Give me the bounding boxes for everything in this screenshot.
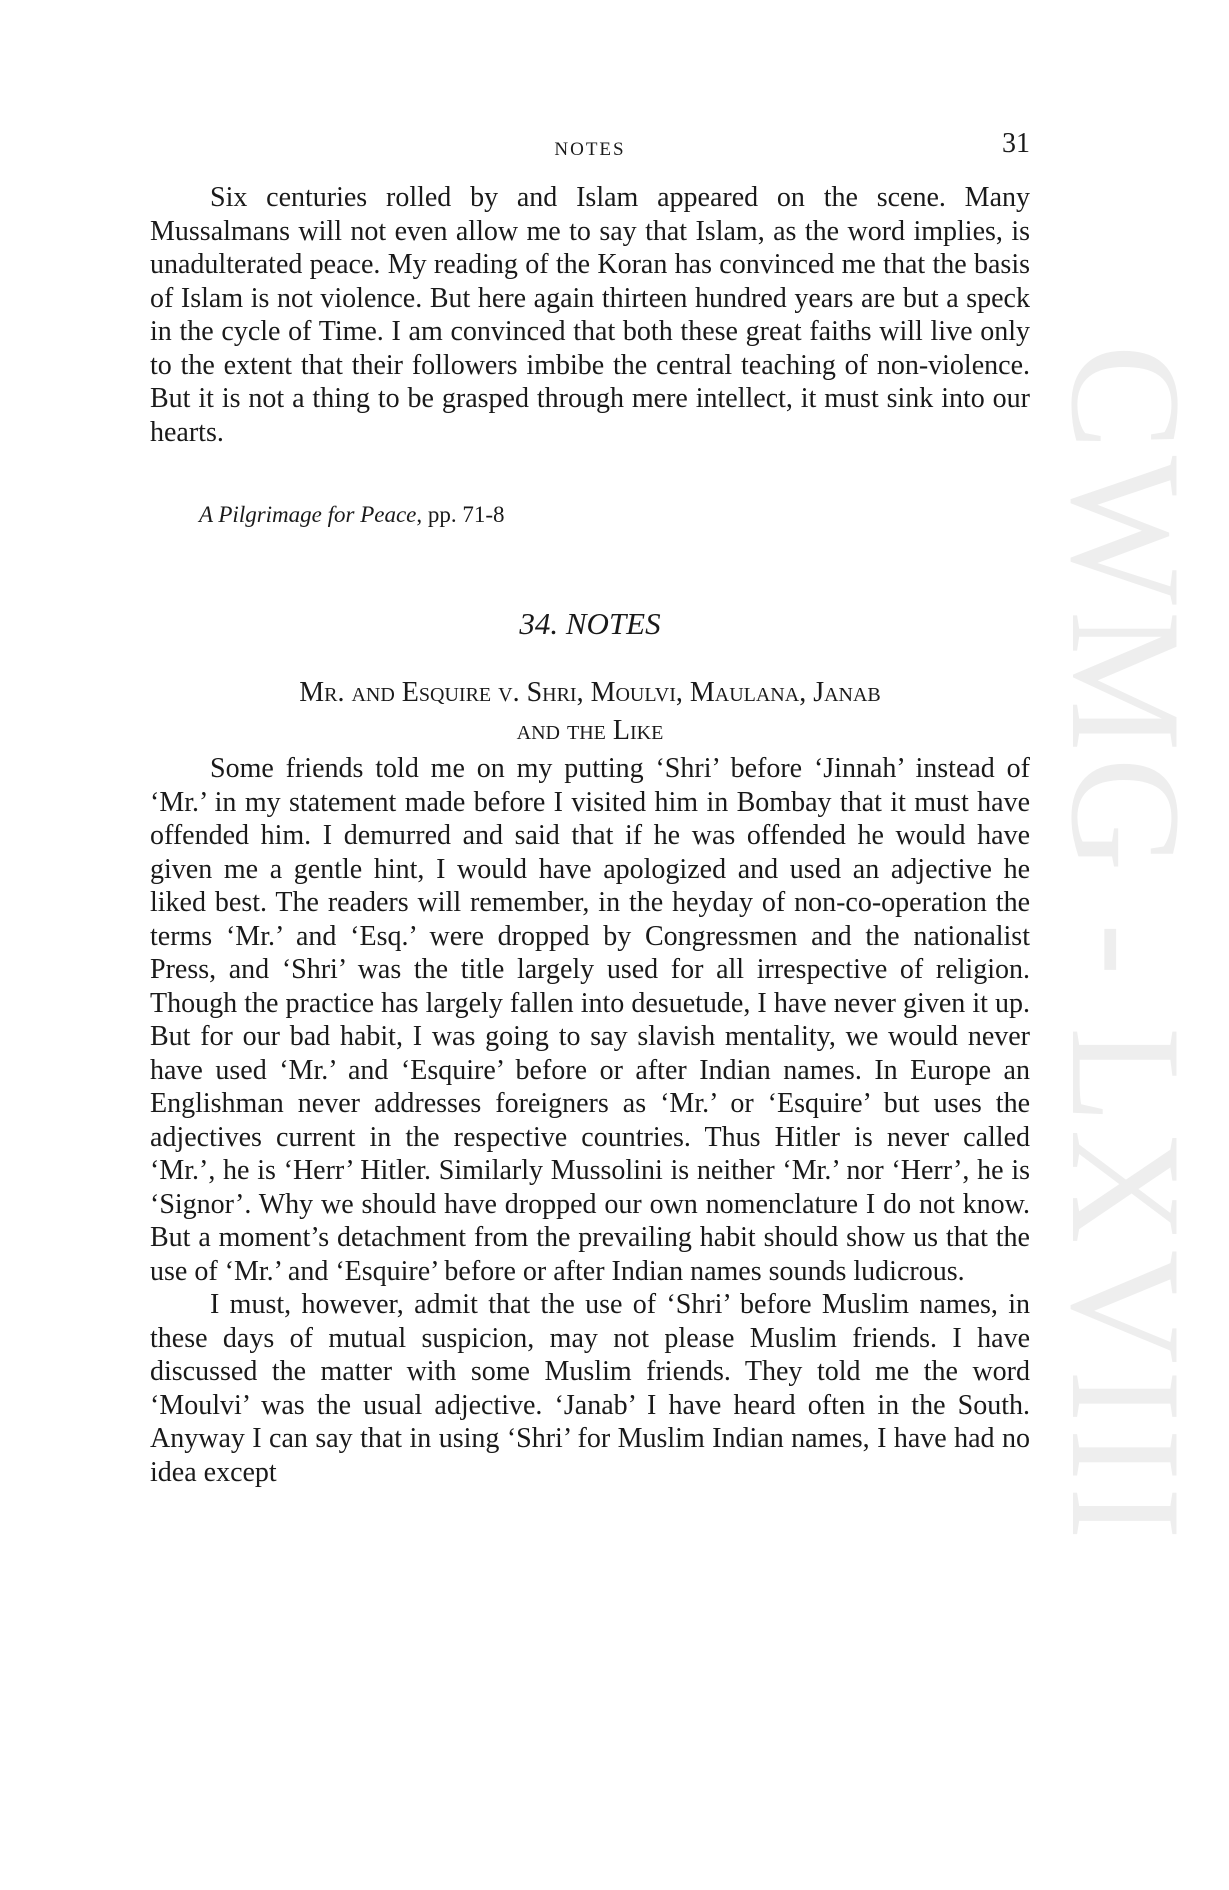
subhead-line-2: and the Like [516, 715, 664, 746]
subhead-line-1: Mr. and Esquire v. Shri, Moulvi, Maulana, Janab [299, 677, 881, 708]
article-paragraph-2: I must, however, admit that the use of ‘Shri’ before Muslim names, in these days of mutual suspicion, may not please Muslim friends. I have discussed the matter with some Muslim friends. They told me the word ‘Moulvi’ was the usual adjective. ‘Janab’ I have heard often in the South. Anyway I can say that in using ‘Shri’ for Muslim Indian names, I have had no idea except [150, 1289, 1030, 1488]
article-title: 34. NOTES [519, 606, 661, 641]
article-paragraph-1: Some friends told me on my putting ‘Shri’ before ‘Jinnah’ instead of ‘Mr.’ in my statement made before I visited him in Bombay that it must have offended him. I demurred and said that if he was offended he would have given me a gentle hint, I would have apologized and used an adjective he liked best. The readers will remember, in the heyday of non-co-operation the terms ‘Mr.’ and ‘Esq.’ were dropped by Congressmen and the nationalist Press, and ‘Shri’ was the title largely used for all irrespective of religion. Though the practice has largely fallen into desuetude, I have never given it up. But for our bad habit, I was going to say slavish mentality, we would never have used ‘Mr.’ and ‘Esquire’ before or after Indian names. In Europe an Englishman never addresses foreigners as ‘Mr.’ or ‘Esquire’ but uses the adjectives current in the respective countries. Thus Hitler is never called ‘Mr.’, he is ‘Herr’ Hitler. Similarly Mussolini is neither ‘Mr.’ nor ‘Herr’, he is ‘Signor’. Why we should have dropped our own nomenclature I do not know. But a moment’s detachment from the prevailing habit should show us that the use of ‘Mr.’ and ‘Esquire’ before or after Indian names sounds ludicrous. [150, 753, 1030, 1287]
source-pages: , pp. 71-8 [416, 502, 505, 527]
running-head [150, 128, 1030, 168]
article-body [150, 752, 1030, 1489]
source-citation [199, 502, 505, 528]
carryover-block [150, 181, 1030, 449]
article-subhead [150, 674, 1030, 750]
running-title: NOTES [554, 139, 626, 160]
source-title: A Pilgrimage for Peace [199, 502, 417, 527]
watermark-text: CWMG - LXVIII [1038, 344, 1213, 1546]
carryover-paragraph: Six centuries rolled by and Islam appeared on the scene. Many Mussalmans will not even allow me to say that Islam, as the word implies, is unadulterated peace. My reading of the Koran has convinced me that the basis of Islam is not violence. But here again thirteen hundred years are but a speck in the cycle of Time. I am convinced that both these great faiths will live only to the extent that their followers imbibe the central teaching of non-violence. But it is not a thing to be grasped through mere intellect, it must sink into our hearts. [150, 182, 1030, 448]
page-number: 31 [1002, 128, 1030, 159]
watermark [1038, 344, 1213, 1546]
